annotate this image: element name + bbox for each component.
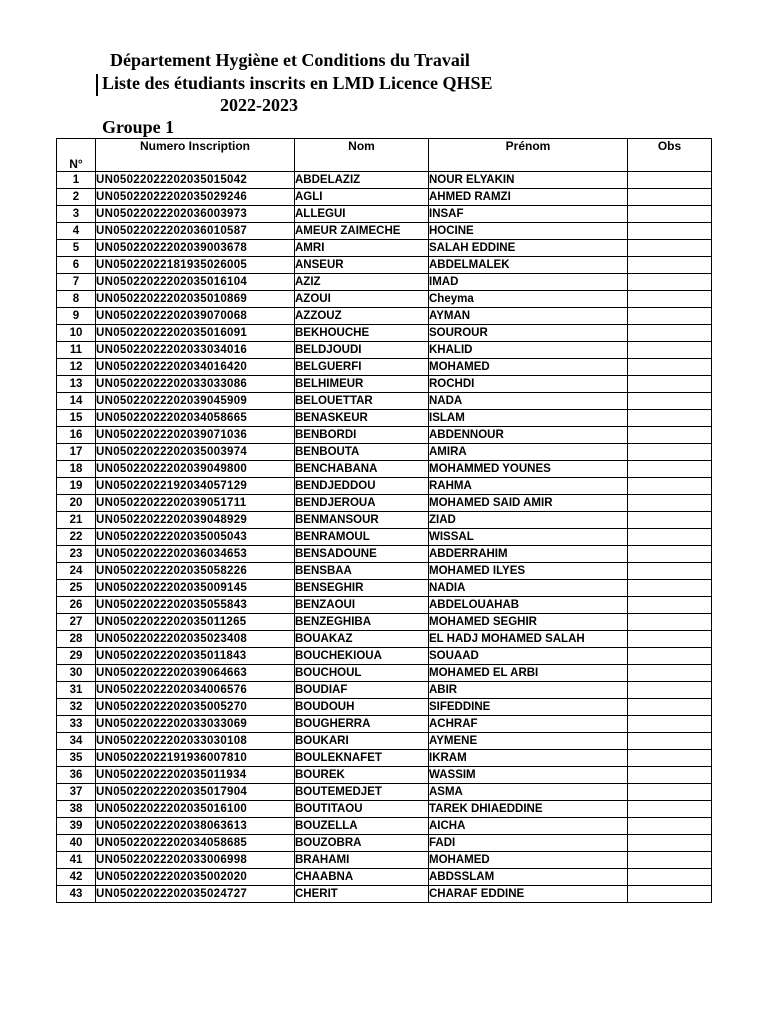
registration-number: UN05022022202034006576 bbox=[96, 682, 295, 699]
last-name: AMEUR ZAIMECHE bbox=[295, 223, 429, 240]
row-number: 5 bbox=[57, 240, 96, 257]
obs-cell bbox=[628, 240, 712, 257]
last-name: BOUAKAZ bbox=[295, 631, 429, 648]
obs-cell bbox=[628, 512, 712, 529]
table-row bbox=[57, 699, 712, 716]
row-number: 1 bbox=[57, 172, 96, 189]
row-number: 40 bbox=[57, 835, 96, 852]
registration-number: UN05022022202039003678 bbox=[96, 240, 295, 257]
first-name: AYMENE bbox=[429, 733, 628, 750]
table-row bbox=[57, 580, 712, 597]
row-number: 2 bbox=[57, 189, 96, 206]
registration-number: UN05022022202035016104 bbox=[96, 274, 295, 291]
table-row bbox=[57, 648, 712, 665]
registration-number: UN05022022202036010587 bbox=[96, 223, 295, 240]
last-name: AZOUI bbox=[295, 291, 429, 308]
first-name: TAREK DHIAEDDINE bbox=[429, 801, 628, 818]
row-number: 31 bbox=[57, 682, 96, 699]
registration-number: UN05022022202035010869 bbox=[96, 291, 295, 308]
row-number: 20 bbox=[57, 495, 96, 512]
first-name: RAHMA bbox=[429, 478, 628, 495]
first-name: SOUAAD bbox=[429, 648, 628, 665]
text-cursor-bar bbox=[96, 74, 98, 96]
obs-cell bbox=[628, 223, 712, 240]
registration-number: UN05022022202039071036 bbox=[96, 427, 295, 444]
last-name: BENMANSOUR bbox=[295, 512, 429, 529]
last-name: BRAHAMI bbox=[295, 852, 429, 869]
last-name: BENBORDI bbox=[295, 427, 429, 444]
registration-number: UN05022022202038063613 bbox=[96, 818, 295, 835]
registration-number: UN05022022202039051711 bbox=[96, 495, 295, 512]
first-name: MOHAMED SAID AMIR bbox=[429, 495, 628, 512]
row-number: 22 bbox=[57, 529, 96, 546]
last-name: ALLEGUI bbox=[295, 206, 429, 223]
first-name: INSAF bbox=[429, 206, 628, 223]
registration-number: UN05022022202035058226 bbox=[96, 563, 295, 580]
table-row bbox=[57, 308, 712, 325]
table-row bbox=[57, 257, 712, 274]
first-name: MOHAMMED YOUNES bbox=[429, 461, 628, 478]
first-name: SOUROUR bbox=[429, 325, 628, 342]
first-name: IMAD bbox=[429, 274, 628, 291]
row-number: 26 bbox=[57, 597, 96, 614]
registration-number: UN05022022202036003973 bbox=[96, 206, 295, 223]
obs-cell bbox=[628, 495, 712, 512]
obs-cell bbox=[628, 852, 712, 869]
first-name: KHALID bbox=[429, 342, 628, 359]
registration-number: UN05022022202035015042 bbox=[96, 172, 295, 189]
row-number: 41 bbox=[57, 852, 96, 869]
last-name: BOUDIAF bbox=[295, 682, 429, 699]
row-number: 16 bbox=[57, 427, 96, 444]
table-row bbox=[57, 274, 712, 291]
registration-number: UN05022022181935026005 bbox=[96, 257, 295, 274]
row-number: 36 bbox=[57, 767, 96, 784]
obs-cell bbox=[628, 682, 712, 699]
last-name: BOUDOUH bbox=[295, 699, 429, 716]
obs-cell bbox=[628, 614, 712, 631]
obs-cell bbox=[628, 393, 712, 410]
obs-cell bbox=[628, 172, 712, 189]
last-name: BENCHABANA bbox=[295, 461, 429, 478]
row-number: 34 bbox=[57, 733, 96, 750]
last-name: CHAABNA bbox=[295, 869, 429, 886]
registration-number: UN05022022202035011934 bbox=[96, 767, 295, 784]
last-name: BOUCHEKIOUA bbox=[295, 648, 429, 665]
row-number: 17 bbox=[57, 444, 96, 461]
registration-number: UN05022022202033033069 bbox=[96, 716, 295, 733]
last-name: BOUTITAOU bbox=[295, 801, 429, 818]
table-row bbox=[57, 665, 712, 682]
last-name: BOUTEMEDJET bbox=[295, 784, 429, 801]
registration-number: UN05022022202035011843 bbox=[96, 648, 295, 665]
table-row bbox=[57, 529, 712, 546]
first-name: ABDELOUAHAB bbox=[429, 597, 628, 614]
first-name: ROCHDI bbox=[429, 376, 628, 393]
table-row bbox=[57, 376, 712, 393]
table-row bbox=[57, 563, 712, 580]
first-name: ISLAM bbox=[429, 410, 628, 427]
last-name: BENASKEUR bbox=[295, 410, 429, 427]
obs-cell bbox=[628, 750, 712, 767]
first-name: NADA bbox=[429, 393, 628, 410]
row-number: 37 bbox=[57, 784, 96, 801]
table-row bbox=[57, 444, 712, 461]
obs-cell bbox=[628, 257, 712, 274]
registration-number: UN05022022202035011265 bbox=[96, 614, 295, 631]
obs-cell bbox=[628, 325, 712, 342]
registration-number: UN05022022202039064663 bbox=[96, 665, 295, 682]
table-body bbox=[57, 172, 712, 903]
row-number: 9 bbox=[57, 308, 96, 325]
table-row bbox=[57, 597, 712, 614]
table-row bbox=[57, 461, 712, 478]
table-row bbox=[57, 342, 712, 359]
row-number: 14 bbox=[57, 393, 96, 410]
last-name: BOUGHERRA bbox=[295, 716, 429, 733]
table-row bbox=[57, 410, 712, 427]
table-row bbox=[57, 835, 712, 852]
first-name: ABDERRAHIM bbox=[429, 546, 628, 563]
first-name: HOCINE bbox=[429, 223, 628, 240]
table-row bbox=[57, 767, 712, 784]
last-name: BOULEKNAFET bbox=[295, 750, 429, 767]
obs-cell bbox=[628, 427, 712, 444]
row-number: 38 bbox=[57, 801, 96, 818]
last-name: BOUREK bbox=[295, 767, 429, 784]
obs-cell bbox=[628, 699, 712, 716]
row-number: 4 bbox=[57, 223, 96, 240]
last-name: AGLI bbox=[295, 189, 429, 206]
obs-cell bbox=[628, 716, 712, 733]
table-row bbox=[57, 886, 712, 903]
registration-number: UN05022022202034058685 bbox=[96, 835, 295, 852]
last-name: BOUCHOUL bbox=[295, 665, 429, 682]
row-number: 39 bbox=[57, 818, 96, 835]
obs-cell bbox=[628, 529, 712, 546]
last-name: ABDELAZIZ bbox=[295, 172, 429, 189]
registration-number: UN05022022202035055843 bbox=[96, 597, 295, 614]
first-name: FADI bbox=[429, 835, 628, 852]
first-name: AMIRA bbox=[429, 444, 628, 461]
row-number: 19 bbox=[57, 478, 96, 495]
last-name: BENSADOUNE bbox=[295, 546, 429, 563]
table-row bbox=[57, 716, 712, 733]
last-name: AZZOUZ bbox=[295, 308, 429, 325]
obs-cell bbox=[628, 189, 712, 206]
first-name: SIFEDDINE bbox=[429, 699, 628, 716]
registration-number: UN05022022202039049800 bbox=[96, 461, 295, 478]
column-header-last-name: Nom bbox=[295, 139, 429, 172]
obs-cell bbox=[628, 784, 712, 801]
first-name: IKRAM bbox=[429, 750, 628, 767]
first-name: NADIA bbox=[429, 580, 628, 597]
obs-cell bbox=[628, 478, 712, 495]
table-row bbox=[57, 427, 712, 444]
registration-number: UN05022022202039070068 bbox=[96, 308, 295, 325]
obs-cell bbox=[628, 733, 712, 750]
column-header-obs: Obs bbox=[628, 139, 712, 172]
last-name: AMRI bbox=[295, 240, 429, 257]
department-title: Département Hygiène et Conditions du Travail bbox=[110, 50, 470, 70]
obs-cell bbox=[628, 546, 712, 563]
obs-cell bbox=[628, 563, 712, 580]
last-name: BEKHOUCHE bbox=[295, 325, 429, 342]
first-name: CHARAF EDDINE bbox=[429, 886, 628, 903]
last-name: AZIZ bbox=[295, 274, 429, 291]
table-row bbox=[57, 206, 712, 223]
first-name: SALAH EDDINE bbox=[429, 240, 628, 257]
first-name: AICHA bbox=[429, 818, 628, 835]
row-number: 3 bbox=[57, 206, 96, 223]
table-row bbox=[57, 291, 712, 308]
row-number: 42 bbox=[57, 869, 96, 886]
last-name: BELOUETTAR bbox=[295, 393, 429, 410]
table-row bbox=[57, 546, 712, 563]
last-name: BELHIMEUR bbox=[295, 376, 429, 393]
table-row bbox=[57, 852, 712, 869]
registration-number: UN05022022202035016100 bbox=[96, 801, 295, 818]
registration-number: UN05022022191936007810 bbox=[96, 750, 295, 767]
obs-cell bbox=[628, 444, 712, 461]
last-name: BOUKARI bbox=[295, 733, 429, 750]
obs-cell bbox=[628, 767, 712, 784]
first-name: ACHRAF bbox=[429, 716, 628, 733]
students-table bbox=[56, 138, 712, 903]
row-number: 11 bbox=[57, 342, 96, 359]
row-number: 7 bbox=[57, 274, 96, 291]
first-name: WISSAL bbox=[429, 529, 628, 546]
obs-cell bbox=[628, 886, 712, 903]
row-number: 13 bbox=[57, 376, 96, 393]
obs-cell bbox=[628, 580, 712, 597]
table-row bbox=[57, 801, 712, 818]
last-name: ANSEUR bbox=[295, 257, 429, 274]
first-name: ASMA bbox=[429, 784, 628, 801]
obs-cell bbox=[628, 665, 712, 682]
obs-cell bbox=[628, 597, 712, 614]
last-name: BENDJEROUA bbox=[295, 495, 429, 512]
last-name: BENRAMOUL bbox=[295, 529, 429, 546]
obs-cell bbox=[628, 648, 712, 665]
column-header-number: N° bbox=[57, 139, 96, 172]
row-number: 23 bbox=[57, 546, 96, 563]
registration-number: UN05022022202034016420 bbox=[96, 359, 295, 376]
last-name: BENSEGHIR bbox=[295, 580, 429, 597]
obs-cell bbox=[628, 818, 712, 835]
obs-cell bbox=[628, 291, 712, 308]
table-row bbox=[57, 733, 712, 750]
registration-number: UN05022022202039045909 bbox=[96, 393, 295, 410]
table-row bbox=[57, 325, 712, 342]
first-name: ABIR bbox=[429, 682, 628, 699]
registration-number: UN05022022202039048929 bbox=[96, 512, 295, 529]
row-number: 43 bbox=[57, 886, 96, 903]
registration-number: UN05022022202035029246 bbox=[96, 189, 295, 206]
obs-cell bbox=[628, 801, 712, 818]
table-row bbox=[57, 172, 712, 189]
registration-number: UN05022022202035016091 bbox=[96, 325, 295, 342]
row-number: 28 bbox=[57, 631, 96, 648]
row-number: 21 bbox=[57, 512, 96, 529]
row-number: 18 bbox=[57, 461, 96, 478]
last-name: BELDJOUDI bbox=[295, 342, 429, 359]
academic-year: 2022-2023 bbox=[220, 95, 298, 115]
table-row bbox=[57, 240, 712, 257]
table-row bbox=[57, 393, 712, 410]
obs-cell bbox=[628, 342, 712, 359]
last-name: BELGUERFI bbox=[295, 359, 429, 376]
obs-cell bbox=[628, 206, 712, 223]
first-name: Cheyma bbox=[429, 291, 628, 308]
registration-number: UN05022022202033033086 bbox=[96, 376, 295, 393]
table-row bbox=[57, 682, 712, 699]
first-name: MOHAMED bbox=[429, 852, 628, 869]
row-number: 29 bbox=[57, 648, 96, 665]
registration-number: UN05022022202033006998 bbox=[96, 852, 295, 869]
row-number: 25 bbox=[57, 580, 96, 597]
row-number: 33 bbox=[57, 716, 96, 733]
last-name: BENZAOUI bbox=[295, 597, 429, 614]
registration-number: UN05022022202035002020 bbox=[96, 869, 295, 886]
row-number: 12 bbox=[57, 359, 96, 376]
obs-cell bbox=[628, 869, 712, 886]
table-row bbox=[57, 750, 712, 767]
registration-number: UN05022022202033034016 bbox=[96, 342, 295, 359]
first-name: WASSIM bbox=[429, 767, 628, 784]
first-name: ABDSSLAM bbox=[429, 869, 628, 886]
first-name: AHMED RAMZI bbox=[429, 189, 628, 206]
header-row bbox=[57, 139, 712, 172]
table-row bbox=[57, 818, 712, 835]
obs-cell bbox=[628, 410, 712, 427]
first-name: ABDENNOUR bbox=[429, 427, 628, 444]
obs-cell bbox=[628, 308, 712, 325]
first-name: EL HADJ MOHAMED SALAH bbox=[429, 631, 628, 648]
last-name: CHERIT bbox=[295, 886, 429, 903]
last-name: BOUZOBRA bbox=[295, 835, 429, 852]
table-row bbox=[57, 189, 712, 206]
obs-cell bbox=[628, 835, 712, 852]
column-header-registration: Numero Inscription bbox=[96, 139, 295, 172]
obs-cell bbox=[628, 631, 712, 648]
first-name: ABDELMALEK bbox=[429, 257, 628, 274]
column-header-first-name: Prénom bbox=[429, 139, 628, 172]
last-name: BOUZELLA bbox=[295, 818, 429, 835]
registration-number: UN05022022202035003974 bbox=[96, 444, 295, 461]
last-name: BENDJEDDOU bbox=[295, 478, 429, 495]
row-number: 6 bbox=[57, 257, 96, 274]
registration-number: UN05022022202035023408 bbox=[96, 631, 295, 648]
table-row bbox=[57, 478, 712, 495]
row-number: 15 bbox=[57, 410, 96, 427]
registration-number: UN05022022202035005270 bbox=[96, 699, 295, 716]
registration-number: UN05022022202034058665 bbox=[96, 410, 295, 427]
table-row bbox=[57, 614, 712, 631]
row-number: 35 bbox=[57, 750, 96, 767]
first-name: MOHAMED EL ARBI bbox=[429, 665, 628, 682]
table-row bbox=[57, 869, 712, 886]
table-row bbox=[57, 631, 712, 648]
first-name: NOUR ELYAKIN bbox=[429, 172, 628, 189]
last-name: BENSBAA bbox=[295, 563, 429, 580]
row-number: 10 bbox=[57, 325, 96, 342]
registration-number: UN05022022202035017904 bbox=[96, 784, 295, 801]
obs-cell bbox=[628, 274, 712, 291]
table-row bbox=[57, 784, 712, 801]
row-number: 8 bbox=[57, 291, 96, 308]
row-number: 24 bbox=[57, 563, 96, 580]
table-row bbox=[57, 512, 712, 529]
first-name: ZIAD bbox=[429, 512, 628, 529]
registration-number: UN05022022202035005043 bbox=[96, 529, 295, 546]
first-name: MOHAMED SEGHIR bbox=[429, 614, 628, 631]
registration-number: UN05022022202035009145 bbox=[96, 580, 295, 597]
registration-number: UN05022022202036034653 bbox=[96, 546, 295, 563]
obs-cell bbox=[628, 461, 712, 478]
list-title: Liste des étudiants inscrits en LMD Licence QHSE bbox=[102, 73, 493, 93]
first-name: AYMAN bbox=[429, 308, 628, 325]
registration-number: UN05022022192034057129 bbox=[96, 478, 295, 495]
row-number: 30 bbox=[57, 665, 96, 682]
last-name: BENZEGHIBA bbox=[295, 614, 429, 631]
group-label: Groupe 1 bbox=[102, 117, 175, 137]
row-number: 32 bbox=[57, 699, 96, 716]
row-number: 27 bbox=[57, 614, 96, 631]
registration-number: UN05022022202033030108 bbox=[96, 733, 295, 750]
table-row bbox=[57, 223, 712, 240]
first-name: MOHAMED ILYES bbox=[429, 563, 628, 580]
last-name: BENBOUTA bbox=[295, 444, 429, 461]
registration-number: UN05022022202035024727 bbox=[96, 886, 295, 903]
obs-cell bbox=[628, 359, 712, 376]
table-row bbox=[57, 495, 712, 512]
obs-cell bbox=[628, 376, 712, 393]
table-row bbox=[57, 359, 712, 376]
first-name: MOHAMED bbox=[429, 359, 628, 376]
